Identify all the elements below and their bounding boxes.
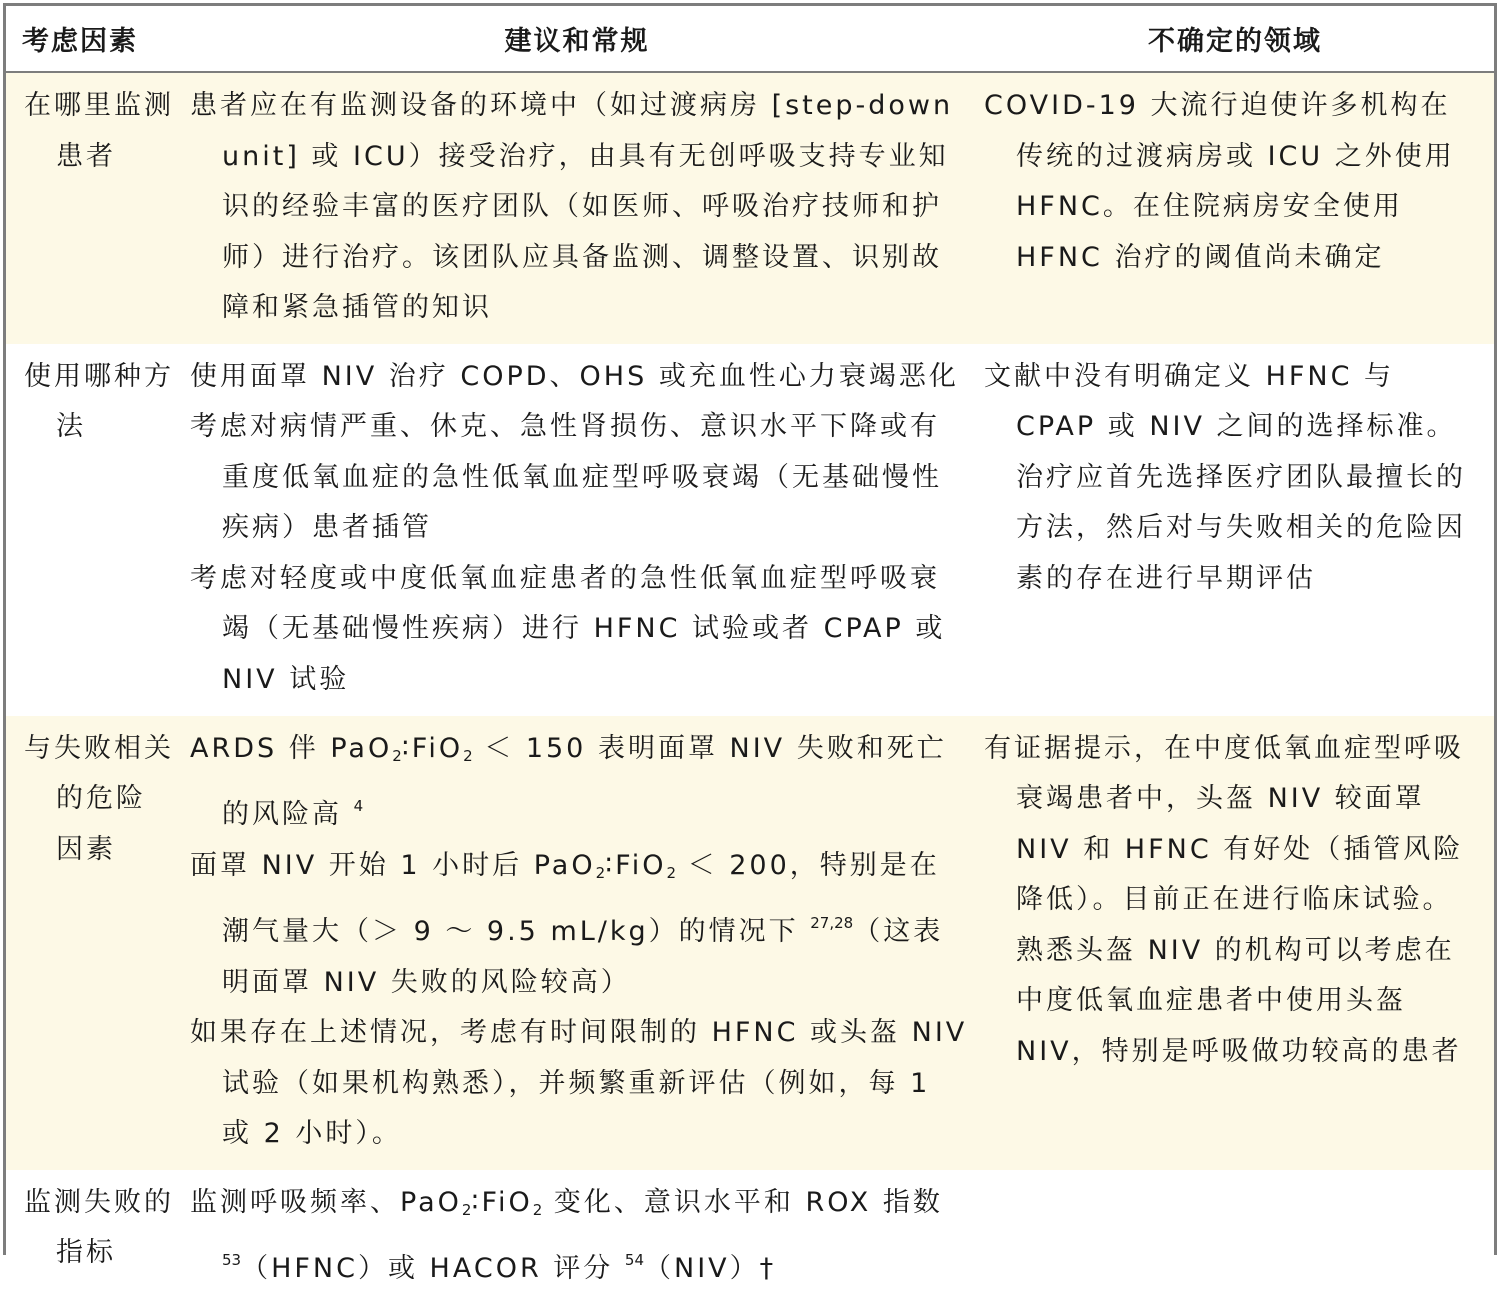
factor-cell <box>6 716 178 1170</box>
factor-text: 使用哪种方法 <box>24 360 174 442</box>
uncertainty-cell <box>976 344 1494 716</box>
table-row <box>6 344 1494 716</box>
recommendation-item: 考虑对病情严重、休克、急性肾损伤、意识水平下降或有重度低氧血症的急性低氧血症型呼吸衰竭（无基础慢性疾病）患者插管 <box>190 411 942 543</box>
factor-cell <box>6 344 178 716</box>
recommendation-item: 面罩 NIV 开始 1 小时后 PaO$_2$∶FiO$_2$ ＜ 200，特别是在潮气量大（＞ 9 ～ 9.5 mL/kg）的情况下 $^{27,28}$（这表明面罩 NIV 失败的风险较高） <box>190 849 944 998</box>
table-row <box>6 1170 1494 1305</box>
recommendation-cell <box>178 716 976 1170</box>
uncertainty-cell <box>976 72 1494 344</box>
reference-superscript: 4 <box>353 797 364 815</box>
factor-text: 监测失败的指标 <box>24 1186 174 1268</box>
reference-superscript: 27,28 <box>810 914 854 932</box>
recommendation-item: ARDS 伴 PaO$_2$∶FiO$_2$ ＜ 150 表明面罩 NIV 失败和死亡的风险高 $^4$ <box>190 732 947 830</box>
header-recommendation: 建议和常规 <box>178 6 976 72</box>
uncertainty-text: 有证据提示，在中度低氧血症型呼吸衰竭患者中，头盔 NIV 较面罩 NIV 和 HFNC 有好处（插管风险降低）。目前正在进行临床试验。熟悉头盔 NIV 的机构可以考虑在中度低氧血症患者中使用头盔 NIV，特别是呼吸做功较高的患者 <box>984 732 1464 1067</box>
recommendation-item: 考虑对轻度或中度低氧血症患者的急性低氧血症型呼吸衰竭（无基础慢性疾病）进行 HFNC 试验或者 CPAP 或 NIV 试验 <box>190 562 946 695</box>
recommendation-item: 监测呼吸频率、PaO$_2$∶FiO$_2$ 变化、意识水平和 ROX 指数 $^{53}$（HFNC）或 HACOR 评分 $^{54}$（NIV）† <box>190 1186 943 1284</box>
recommendation-cell <box>178 344 976 716</box>
table-row <box>6 716 1494 1170</box>
guideline-table-frame <box>3 3 1497 1284</box>
uncertainty-cell <box>976 716 1494 1170</box>
recommendation-item: 患者应在有监测设备的环境中（如过渡病房 [step-down unit] 或 ICU）接受治疗，由具有无创呼吸支持专业知识的经验丰富的医疗团队（如医师、呼吸治疗技师和护师）进行治疗。该团队应具备监测、调整设置、识别故障和紧急插管的知识 <box>190 90 954 323</box>
factor-cell <box>6 72 178 344</box>
uncertainty-text: 文献中没有明确定义 HFNC 与 CPAP 或 NIV 之间的选择标准。治疗应首先选择医疗团队最擅长的方法，然后对与失败相关的危险因素的存在进行早期评估 <box>984 360 1466 594</box>
factor-text: 在哪里监测患者 <box>24 90 174 172</box>
header-factor: 考虑因素 <box>6 6 178 72</box>
reference-superscript: 54 <box>624 1251 644 1269</box>
recommendation-cell <box>178 1170 976 1305</box>
uncertainty-cell <box>976 1170 1494 1305</box>
header-uncertainty: 不确定的领域 <box>976 6 1494 72</box>
guideline-table <box>6 6 1494 1305</box>
recommendation-item: 使用面罩 NIV 治疗 COPD、OHS 或充血性心力衰竭恶化 <box>190 360 959 392</box>
uncertainty-text: COVID-19 大流行迫使许多机构在传统的过渡病房或 ICU 之外使用 HFNC。在住院病房安全使用 HFNC 治疗的阈值尚未确定 <box>984 90 1455 273</box>
factor-cell <box>6 1170 178 1305</box>
recommendation-item: 如果存在上述情况，考虑有时间限制的 HFNC 或头盔 NIV 试验（如果机构熟悉），并频繁重新评估（例如，每 1 或 2 小时）。 <box>190 1017 968 1149</box>
recommendation-cell <box>178 72 976 344</box>
reference-superscript: 53 <box>222 1251 242 1269</box>
table-row <box>6 72 1494 344</box>
table-header-row <box>6 6 1494 72</box>
factor-text: 与失败相关的危险因素 <box>24 732 174 865</box>
